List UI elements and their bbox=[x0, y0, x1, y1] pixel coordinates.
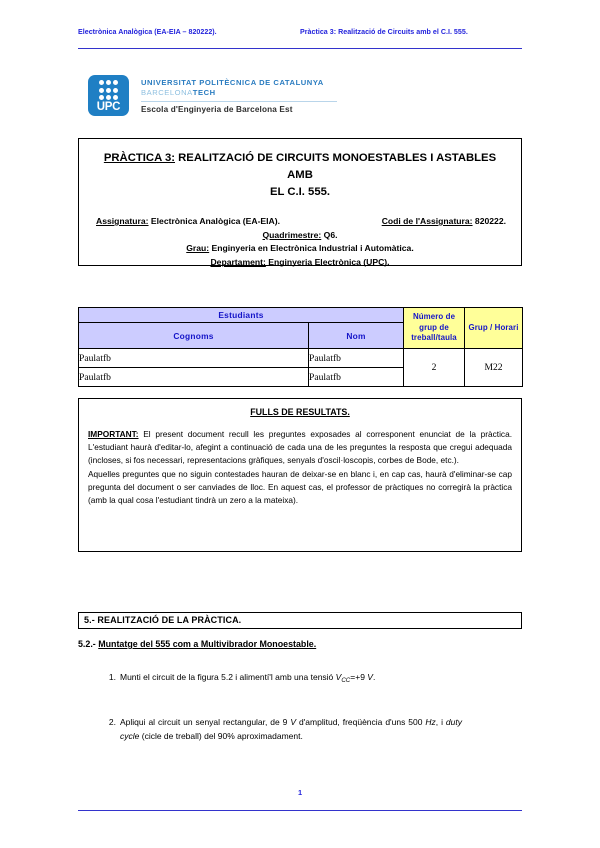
list-item bbox=[108, 671, 462, 688]
subsection-title: Muntatge del 555 com a Multivibrador Monoestable. bbox=[98, 639, 317, 649]
results-paragraph-1 bbox=[88, 428, 512, 468]
table-row bbox=[79, 349, 523, 368]
practice-label: PRÀCTICA 3: bbox=[103, 152, 175, 164]
term-label: Quadrimestre: bbox=[262, 229, 322, 240]
item-2-text-part4: (cicle de treball) del 90% aproximadament. bbox=[139, 730, 303, 741]
tech-text: TECH bbox=[192, 88, 216, 97]
department-value: Enginyeria Electrònica (UPC). bbox=[265, 256, 390, 267]
school-name: Escola d'Enginyeria de Barcelona Est bbox=[141, 105, 293, 114]
section-heading-box bbox=[78, 612, 522, 629]
item-1-unit: V bbox=[367, 672, 373, 682]
degree-value: Enginyeria en Electrònica Industrial i Automàtica. bbox=[209, 243, 414, 253]
results-box-title: FULLS DE RESULTATS. bbox=[250, 407, 350, 417]
upc-logo-icon bbox=[88, 75, 129, 116]
upc-acronym: UPC bbox=[96, 100, 121, 113]
university-name: UNIVERSITAT POLITÈCNICA DE CATALUNYA bbox=[141, 78, 324, 87]
students-table bbox=[78, 307, 523, 387]
header-group-schedule: Grup / Horari bbox=[465, 308, 523, 349]
header-nom: Nom bbox=[309, 323, 404, 349]
title-box bbox=[78, 138, 522, 266]
student-surname-1[interactable]: Paulatfb bbox=[79, 349, 309, 368]
header-subject-text: Electrònica Analògica (EA-EIA – 820222). bbox=[78, 28, 217, 36]
upc-logo-block bbox=[88, 75, 337, 116]
header-estudiants: Estudiants bbox=[79, 308, 404, 323]
item-2-duty-cycle-term: duty cycle bbox=[120, 717, 462, 741]
metadata-row-degree bbox=[88, 242, 512, 256]
group-schedule-value[interactable]: M22 bbox=[465, 349, 523, 387]
header-practice-text: Pràctica 3: Realització de Circuits amb el C.I. 555. bbox=[300, 28, 468, 36]
header-divider bbox=[78, 48, 522, 49]
code-value: 820222. bbox=[472, 216, 506, 226]
item-1-symbol: V bbox=[335, 672, 342, 682]
barcelonatech-wordmark bbox=[141, 88, 337, 98]
group-number-value[interactable]: 2 bbox=[404, 349, 465, 387]
item-1-text-part1: Munti el circuit de la figura 5.2 i alimentí'l amb una tensió bbox=[120, 672, 336, 682]
results-box bbox=[78, 398, 522, 552]
page-number: 1 bbox=[297, 788, 303, 797]
running-header bbox=[78, 28, 522, 36]
item-2-text-part3: , i bbox=[435, 717, 446, 727]
list-item-number-1: 1. bbox=[108, 672, 116, 682]
results-text-1: El present document recull les preguntes exposades al corresponent enunciat de la pràctica. L'estudiant haurà d'editar-lo, afegint a continuació de cada una de les preguntes la resposta que cregui adequada (incloses, si fos necessari, representacions gràfiques, senyals d'oscil·loscopis, corbes de Bode, etc.). bbox=[88, 429, 512, 466]
subsection-number: 5.2.- bbox=[78, 639, 99, 649]
subject-field bbox=[96, 215, 280, 229]
header-group-number: Número de grup de treball/taula bbox=[404, 308, 465, 349]
subject-value: Electrònica Analògica (EA-EIA). bbox=[148, 216, 281, 226]
degree-label: Grau: bbox=[186, 243, 210, 253]
practice-title bbox=[88, 150, 512, 201]
item-2-text-part1: Apliqui al circuit un senyal rectangular, de 9 bbox=[120, 717, 291, 727]
item-2-unit-hertz: Hz bbox=[425, 717, 436, 727]
metadata-row-department bbox=[88, 256, 512, 270]
practice-title-line1: REALITZACIÓ DE CIRCUITS MONOESTABLES I ASTABLES AMB bbox=[175, 152, 497, 181]
subject-label: Assignatura: bbox=[96, 216, 149, 226]
course-metadata bbox=[88, 215, 512, 269]
dot-grid-icon bbox=[99, 80, 118, 99]
metadata-row-subject bbox=[88, 215, 512, 229]
item-1-symbol-subscript: CC bbox=[341, 677, 351, 684]
code-label: Codi de l'Assignatura: bbox=[381, 216, 473, 226]
list-item bbox=[108, 716, 462, 743]
item-1-text-part3: . bbox=[372, 672, 376, 682]
student-surname-2[interactable]: Paulatfb bbox=[79, 368, 309, 387]
footer-divider bbox=[78, 810, 522, 811]
term-value: Q6. bbox=[321, 229, 338, 240]
logo-divider bbox=[141, 101, 337, 102]
table-header-row-1 bbox=[79, 308, 523, 323]
item-2-unit-volt: V bbox=[290, 717, 297, 727]
practice-title-line2: EL C.I. 555. bbox=[269, 186, 331, 198]
results-paragraph-2: Aquelles preguntes que no siguin contestades hauran de deixar-se en blanc i, en cap cas, haurà d'eliminar-se cap pregunta del document o ser canviades de lloc. En aquest cas, el professor de pràctiques no corregirà la pràctica (amb la qual cosa l'estudiant tindrà un zero a la mateixa). bbox=[88, 468, 512, 506]
important-label: IMPORTANT: bbox=[88, 429, 139, 439]
barcelona-text: BARCELONA bbox=[141, 88, 193, 97]
item-1-text-part2: =+9 bbox=[350, 672, 368, 682]
subsection-heading bbox=[78, 639, 522, 649]
student-name-2[interactable]: Paulatfb bbox=[309, 368, 404, 387]
logo-text-block bbox=[141, 75, 337, 114]
header-cognoms: Cognoms bbox=[79, 323, 309, 349]
metadata-row-term bbox=[88, 229, 512, 243]
code-field bbox=[382, 215, 506, 229]
item-2-text-part2: d'amplitud, freqüència d'uns 500 bbox=[296, 717, 426, 727]
department-label: Departament: bbox=[210, 256, 266, 267]
student-name-1[interactable]: Paulatfb bbox=[309, 349, 404, 368]
list-item-number-2: 2. bbox=[108, 717, 116, 727]
section-heading-text: 5.- REALITZACIÓ DE LA PRÀCTICA. bbox=[84, 615, 242, 625]
